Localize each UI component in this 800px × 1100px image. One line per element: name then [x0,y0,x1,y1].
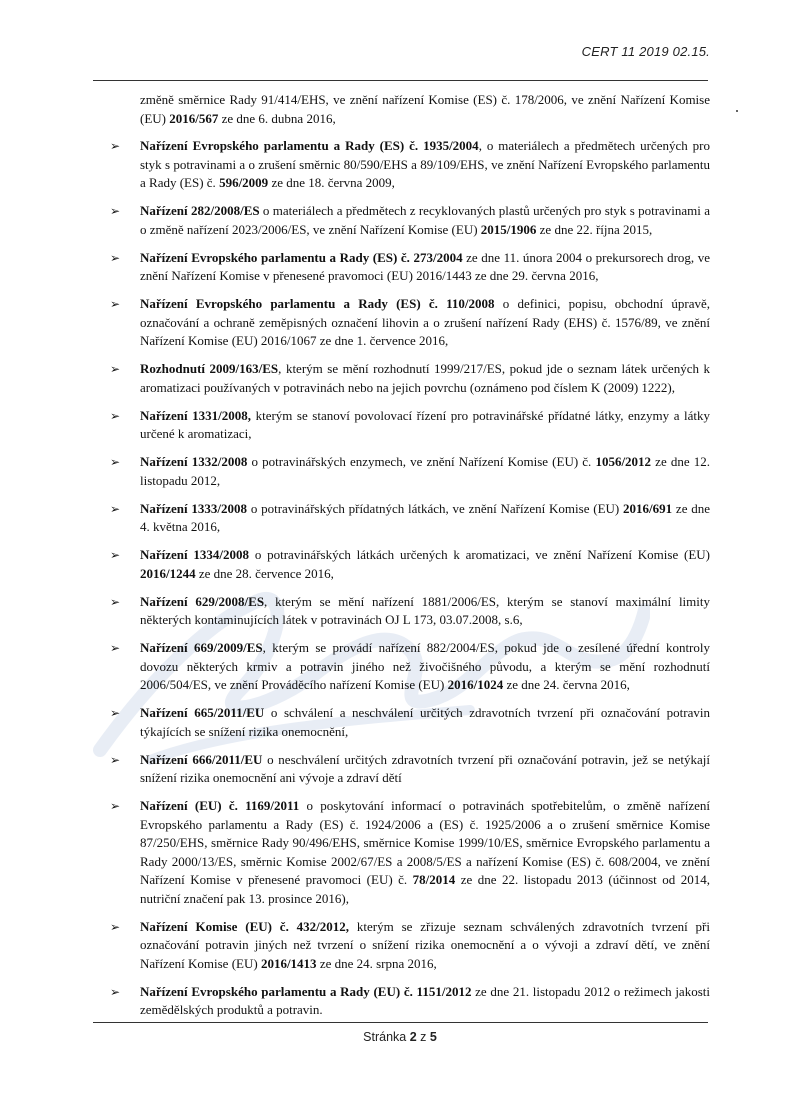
page-total: 5 [429,1030,437,1044]
arrowhead-bullet-icon: ➢ [110,408,121,423]
text-run: , kterým se mění nařízení 1881/2006/ES, kterým se stanoví maximální limity některých kontaminujících látek v potravinách OJ L 173, 03.07.2008, s.6, [140,593,710,627]
bold-text-run: Nařízení 1332/2008 [140,454,248,469]
bold-text-run: 2016/567 [169,110,219,126]
text-run: o potravinářských enzymech, ve znění Nařízení Komise (EU) č. [247,454,596,469]
text-run: o schválení a neschválení určitých zdravotních tvrzení při označování potravin týkajících se snížení rizika onemocnění, [140,705,710,739]
bold-text-run: Nařízení 1334/2008 [140,547,250,562]
bold-text-run: 2016/691 [623,500,673,516]
bold-text-run: 78/2014 [412,872,456,887]
bold-text-run: Nařízení Evropského parlamentu a Rady (EU) č. 1151/2012 [140,983,472,999]
page-footer [0,1030,800,1044]
list-item [110,918,710,974]
text-run: ze dne 21. listopadu 2012 o režimech jakosti zemědělských produktů a potravin. [140,983,710,1017]
text-run: o neschválení určitých zdravotních tvrzení při označování potravin, jež se netýkají snížení rizika onemocnění ani vývoje a zdraví dětí [140,751,711,785]
arrowhead-bullet-icon: ➢ [110,919,121,934]
list-item [110,295,710,351]
text-run: , kterým se provádí nařízení 882/2004/ES, pokud jde o zesílené úřední kontroly dovozu některých krmiv a potravin jiného než živočišného původu, a kterým se mění rozhodnutí 2006/504/ES, ve znění Prováděcího nařízení Komise (EU) [140,640,710,692]
arrowhead-bullet-icon: ➢ [110,641,121,655]
text-run: ze dne 22. října 2015, [536,221,653,237]
text-run: ze dne 28. července 2016, [195,565,334,581]
document-body [110,91,710,1029]
arrowhead-bullet-icon: ➢ [110,799,121,813]
bold-text-run: 2016/1244 [140,565,196,581]
arrowhead-bullet-icon: ➢ [110,752,121,767]
bold-text-run: Nařízení 1333/2008 [140,500,248,516]
bold-text-run: Nařízení 629/2008/ES [140,593,265,609]
text-run: o materiálech a předmětech z recyklovaných plastů určených pro styk s potravinami a o změně nařízení 2023/2006/ES, ve znění Nařízení Komise (EU) [140,203,710,237]
list-item [110,137,710,193]
arrowhead-bullet-icon: ➢ [110,139,121,153]
text-run: ze dne 24. června 2016, [503,677,630,692]
arrowhead-bullet-icon: ➢ [110,984,121,999]
text-run: o poskytování informací o potravinách spotřebitelům, o změně nařízení Evropského parlamentu a Rady (ES) č. 1924/2006 a (ES) č. 1925/2006 a o zrušení směrnice Komise 87/250/EHS, směrnice Rady 90/496/EHS, směrnice Komise 1999/10/ES, směrnice Evropského parlamentu a Rady 2000/13/ES, směrnic Komise 2002/67/ES a 2008/5/ES a nařízení Komise (ES) č. 608/2004, ve znění Nařízení Komise v přenesené pravomoci (EU) č. [140,798,710,887]
bold-text-run: 596/2009 [219,175,269,190]
text-run: o potravinářských přídatných látkách, ve znění Nařízení Komise (EU) [247,500,624,516]
arrowhead-bullet-icon: ➢ [110,548,121,562]
bold-text-run: 2016/1024 [447,677,504,692]
text-run: o potravinářských látkách určených k aromatizaci, ve znění Nařízení Komise (EU) [249,547,710,562]
arrowhead-bullet-icon: ➢ [110,362,121,376]
list-item [110,751,710,788]
list-item [110,407,710,444]
list-item [110,453,710,490]
text-run: o definici, popisu, obchodní úpravě, označování a ochraně zeměpisných označení lihovin a o zrušení nařízení Rady (EHS) č. 1576/89, ve znění Nařízení Komise (EU) 2016/1067 ze dne 1. července 2016, [140,296,710,348]
text-run: ze dne 18. června 2009, [268,175,395,190]
list-item [110,797,710,908]
bold-text-run: 1056/2012 [595,454,652,469]
list-item [110,249,710,286]
bold-text-run: Nařízení (EU) č. 1169/2011 [140,798,300,813]
bold-text-run: Nařízení 665/2011/EU [140,705,265,720]
bold-text-run: 2016/1413 [260,955,317,971]
header-rule [93,80,708,81]
arrowhead-bullet-icon: ➢ [110,250,121,265]
footer-rule [93,1022,708,1023]
text-run: změně směrnice Rady 91/414/EHS, ve znění nařízení Komise (ES) č. 178/2006, ve znění Nařízení Komise (EU) [140,92,710,126]
footer-prefix: Stránka [363,1030,410,1044]
list-item [110,360,710,397]
page-current: 2 [409,1030,417,1044]
arrowhead-bullet-icon: ➢ [110,501,121,516]
arrowhead-bullet-icon: ➢ [110,594,121,609]
list-item [110,593,710,630]
arrowhead-bullet-icon: ➢ [110,706,121,720]
list-item [110,639,710,695]
list-item [110,546,710,583]
bold-text-run: Nařízení Evropského parlamentu a Rady (ES) č. 110/2008 [140,296,495,311]
list-item [110,202,710,239]
list-item [110,983,710,1020]
bold-text-run: Nařízení Evropského parlamentu a Rady (ES) č. 1935/2004 [140,138,479,153]
list-item [110,704,710,741]
text-run: , o materiálech a předmětech určených pro styk s potravinami a o zrušení směrnic 80/590/EHS a 89/109/EHS, ve znění Nařízení Evropského parlamentu a Rady (ES) č. [140,138,711,190]
document-code: CERT 11 2019 02.15. [581,44,710,59]
footer-sep: z [416,1030,430,1044]
text-run: kterým se stanoví povolovací řízení pro potravinářské přídatné látky, enzymy a látky určené k aromatizaci, [140,407,710,441]
legislation-list [110,137,710,1020]
bold-text-run: Nařízení Evropského parlamentu a Rady (ES) č. 273/2004 [140,249,463,265]
text-run: , kterým se mění rozhodnutí 1999/217/ES, pokud jde o seznam látek určených k aromatizaci používaných v potravinách nebo na jejich povrchu (oznámeno pod číslem K (2009) 1222), [140,361,710,395]
text-run: kterým se zřizuje seznam schválených zdravotních tvrzení při označování potravin jiných než tvrzení o snížení rizika onemocnění a o vývoji a zdraví dětí, ve znění Nařízení Komise (EU) [140,918,710,971]
text-run: ze dne 24. srpna 2016, [316,955,437,971]
bold-text-run: Nařízení Komise (EU) č. 432/2012, [140,918,350,934]
text-run: ze dne 4. května 2016, [140,500,711,534]
text-run: ze dne 22. listopadu 2013 (účinnost od 2014, nutriční značení pak 13. prosince 2016), [140,872,711,906]
bold-text-run: Nařízení 666/2011/EU [140,751,263,767]
text-run: ze dne 12. listopadu 2012, [140,454,710,488]
bold-text-run: Nařízení 282/2008/ES [140,203,260,218]
text-run: ze dne 11. února 2004 o prekursorech drog, ve znění Nařízení Komise v přenesené pravomoci (EU) 2016/1443 ze dne 29. června 2016, [140,249,710,283]
arrowhead-bullet-icon: ➢ [110,204,121,218]
bold-text-run: Nařízení 669/2009/ES [140,640,263,655]
continued-paragraph [140,91,710,128]
bold-text-run: 2015/1906 [480,221,537,237]
list-item [110,500,710,537]
text-run: ze dne 6. dubna 2016, [218,110,336,126]
bold-text-run: Nařízení 1331/2008, [140,407,252,423]
scan-speck [736,110,738,112]
arrowhead-bullet-icon: ➢ [110,297,121,311]
bold-text-run: Rozhodnutí 2009/163/ES [140,361,279,376]
arrowhead-bullet-icon: ➢ [110,455,121,469]
